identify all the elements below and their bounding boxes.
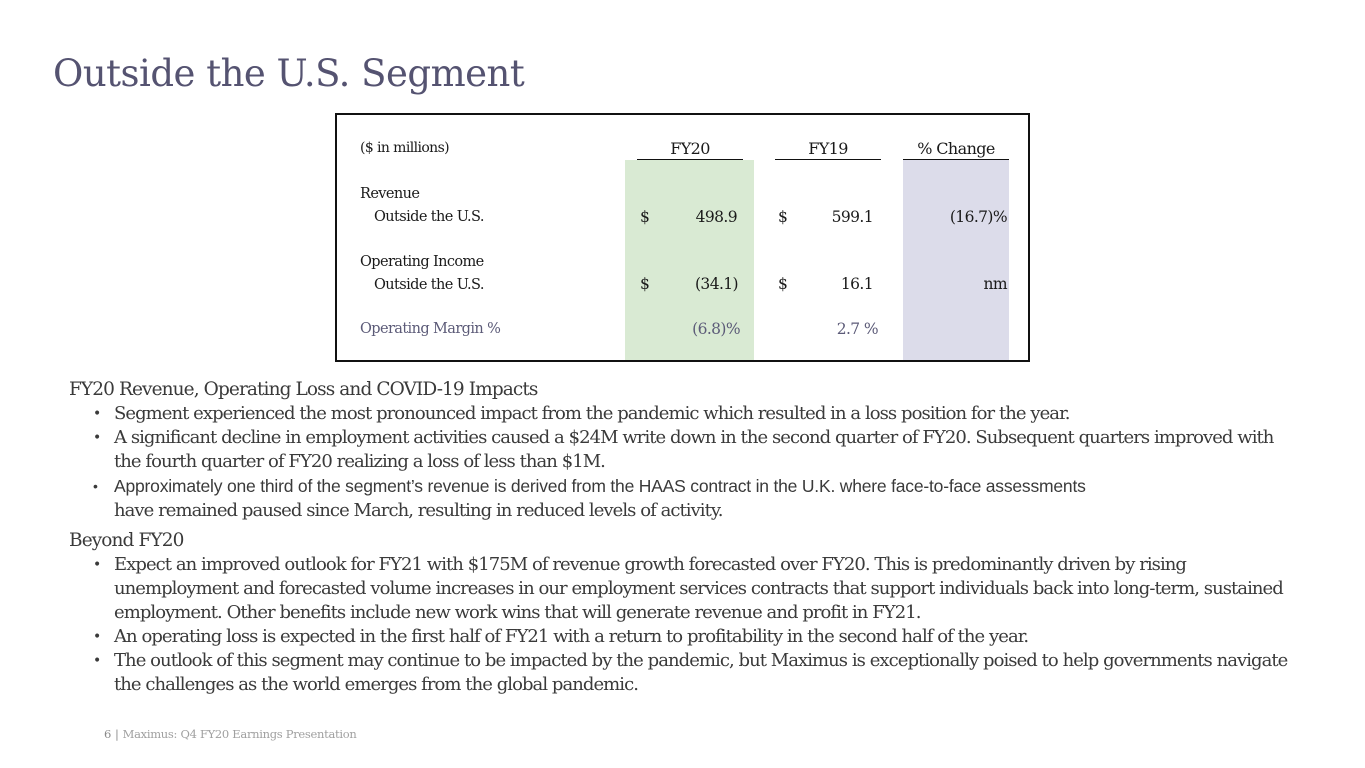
units-label: ($ in millions) xyxy=(360,140,450,156)
operating-income-fy19-currency: $ xyxy=(778,275,788,293)
operating-margin-fy20-value: (6.8)% xyxy=(692,320,740,338)
bullet-icon: • xyxy=(93,557,101,573)
revenue-fy19-currency: $ xyxy=(778,208,788,226)
page-number: 6 xyxy=(104,727,112,741)
footer-separator: | xyxy=(115,727,119,741)
beyond-fy20-list xyxy=(69,553,1299,697)
row-sublabel-operating-income: Outside the U.S. xyxy=(374,277,484,293)
column-header-fy20: FY20 xyxy=(637,139,743,160)
operating-income-fy20-value: (34.1) xyxy=(694,275,738,293)
bullet-icon: • xyxy=(93,629,101,645)
slide-footer xyxy=(104,727,356,741)
revenue-fy20-currency: $ xyxy=(640,208,650,226)
operating-income-change-value: nm xyxy=(983,275,1007,293)
column-header-change: % Change xyxy=(903,139,1009,160)
commentary xyxy=(69,378,1299,697)
bullet-text: Expect an improved outlook for FY21 with $175M of revenue growth forecasted over FY20. This is predominantly driven by rising unemployment and forecasted volume increases in our employment services contracts that support individuals back into long-term, sustained employment. Other benefits include new work wins that will generate revenue and profit in FY21. xyxy=(114,554,1283,623)
list-item xyxy=(69,474,1299,523)
bullet-text: Segment experienced the most pronounced impact from the pandemic which resulted in a loss position for the year. xyxy=(114,403,1070,424)
financial-summary-table xyxy=(335,113,1030,362)
row-sublabel-revenue: Outside the U.S. xyxy=(374,209,484,225)
list-item xyxy=(69,649,1299,697)
column-header-fy19: FY19 xyxy=(775,139,881,160)
list-item xyxy=(69,625,1299,649)
bullet-icon: • xyxy=(93,478,98,494)
slide-title: Outside the U.S. Segment xyxy=(53,52,525,95)
row-label-revenue: Revenue xyxy=(360,186,420,202)
bullet-text: A significant decline in employment activities caused a $24M write down in the second quarter of FY20. Subsequent quarters improved with the fourth quarter of FY20 realizing a loss of less than $1M. xyxy=(114,427,1274,472)
operating-income-fy19-value: 16.1 xyxy=(840,275,873,293)
list-item xyxy=(69,553,1299,625)
revenue-fy19-value: 599.1 xyxy=(831,208,873,226)
bullet-text: The outlook of this segment may continue to be impacted by the pandemic, but Maximus is exceptionally poised to help governments navigate the challenges as the world emerges from the global pandemic. xyxy=(114,650,1288,695)
revenue-change-value: (16.7)% xyxy=(949,208,1007,226)
fy20-impacts-list xyxy=(69,402,1299,523)
revenue-fy20-value: 498.9 xyxy=(695,208,737,226)
bullet-text: Approximately one third of the segment’s revenue is derived from the HAAS contract in the U.K. where face-to-face assessments xyxy=(114,476,1086,496)
bullet-icon: • xyxy=(93,430,101,446)
operating-income-fy20-currency: $ xyxy=(640,275,650,293)
footer-text: Maximus: Q4 FY20 Earnings Presentation xyxy=(122,727,357,741)
section-heading-beyond-fy20: Beyond FY20 xyxy=(69,530,184,551)
row-label-operating-margin: Operating Margin % xyxy=(360,321,501,337)
section-heading-fy20-impacts: FY20 Revenue, Operating Loss and COVID-19 Impacts xyxy=(69,379,538,400)
bullet-icon: • xyxy=(93,653,101,669)
bullet-text-continuation: have remained paused since March, resulting in reduced levels of activity. xyxy=(114,500,723,521)
list-item xyxy=(69,402,1299,426)
list-item xyxy=(69,426,1299,474)
bullet-icon: • xyxy=(93,406,101,422)
change-column-highlight xyxy=(903,160,1009,360)
operating-margin-fy19-value: 2.7 % xyxy=(836,320,878,338)
row-label-operating-income: Operating Income xyxy=(360,254,484,270)
bullet-text: An operating loss is expected in the first half of FY21 with a return to profitability in the second half of the year. xyxy=(114,626,1029,647)
